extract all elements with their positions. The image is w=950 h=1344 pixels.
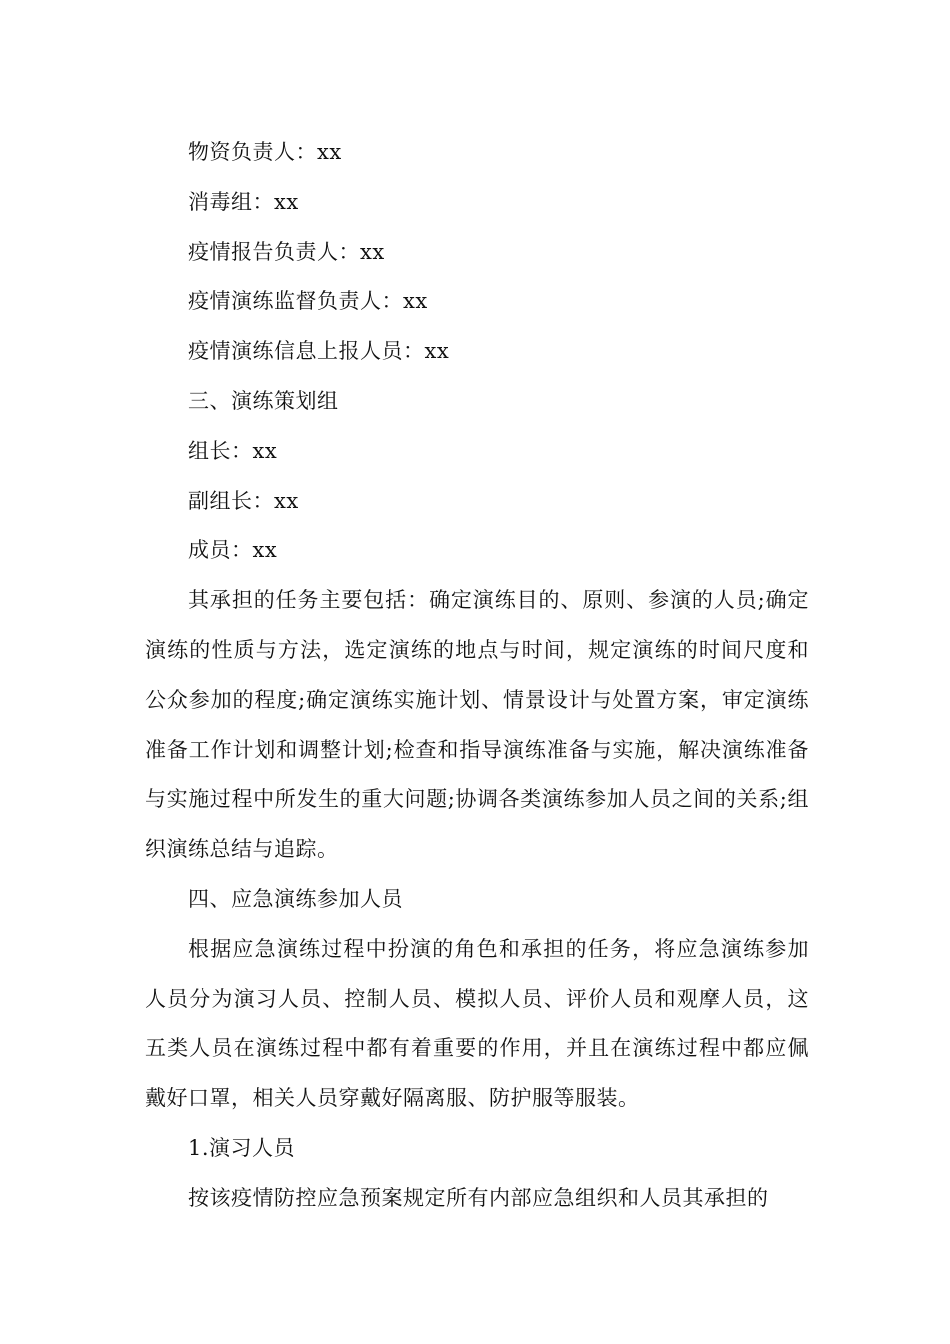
document-body	[145, 128, 809, 1224]
subheading-drill-personnel: 1.演习人员	[188, 1135, 296, 1160]
drill-supervision-lead-line: 疫情演练监督负责人：xx	[188, 289, 428, 314]
members-line: 成员：xx	[188, 538, 278, 563]
tasks-paragraph: 其承担的任务主要包括：确定演练目的、原则、参演的人员;确定演练的性质与方法，选定演练的地点与时间，规定演练的时间尺度和公众参加的程度;确定演练实施计划、情景设计与处置方案，审定演练准备工作计划和调整计划;检查和指导演练准备与实施，解决演练准备与实施过程中所发生的重大问题;协调各类演练参加人员之间的关系;组织演练总结与追踪。	[145, 588, 809, 862]
supplies-lead-line: 物资负责人：xx	[188, 140, 342, 164]
drill-personnel-paragraph: 按该疫情防控应急预案规定所有内部应急组织和人员其承担的	[188, 1185, 769, 1210]
participants-paragraph: 根据应急演练过程中扮演的角色和承担的任务，将应急演练参加人员分为演习人员、控制人员、模拟人员、评价人员和观摩人员，这五类人员在演练过程中都有着重要的作用，并且在演练过程中都应佩戴好口罩，相关人员穿戴好隔离服、防护服等服装。	[145, 936, 809, 1111]
group-leader-line: 组长：xx	[188, 438, 278, 463]
drill-info-reporter-line: 疫情演练信息上报人员：xx	[188, 339, 450, 364]
deputy-leader-line: 副组长：xx	[188, 488, 299, 513]
disinfection-group-line: 消毒组：xx	[188, 189, 299, 214]
epidemic-report-lead-line: 疫情报告负责人：xx	[188, 239, 385, 264]
section-heading-participants: 四、应急演练参加人员	[188, 886, 403, 911]
section-heading-planning-group: 三、演练策划组	[188, 388, 339, 413]
